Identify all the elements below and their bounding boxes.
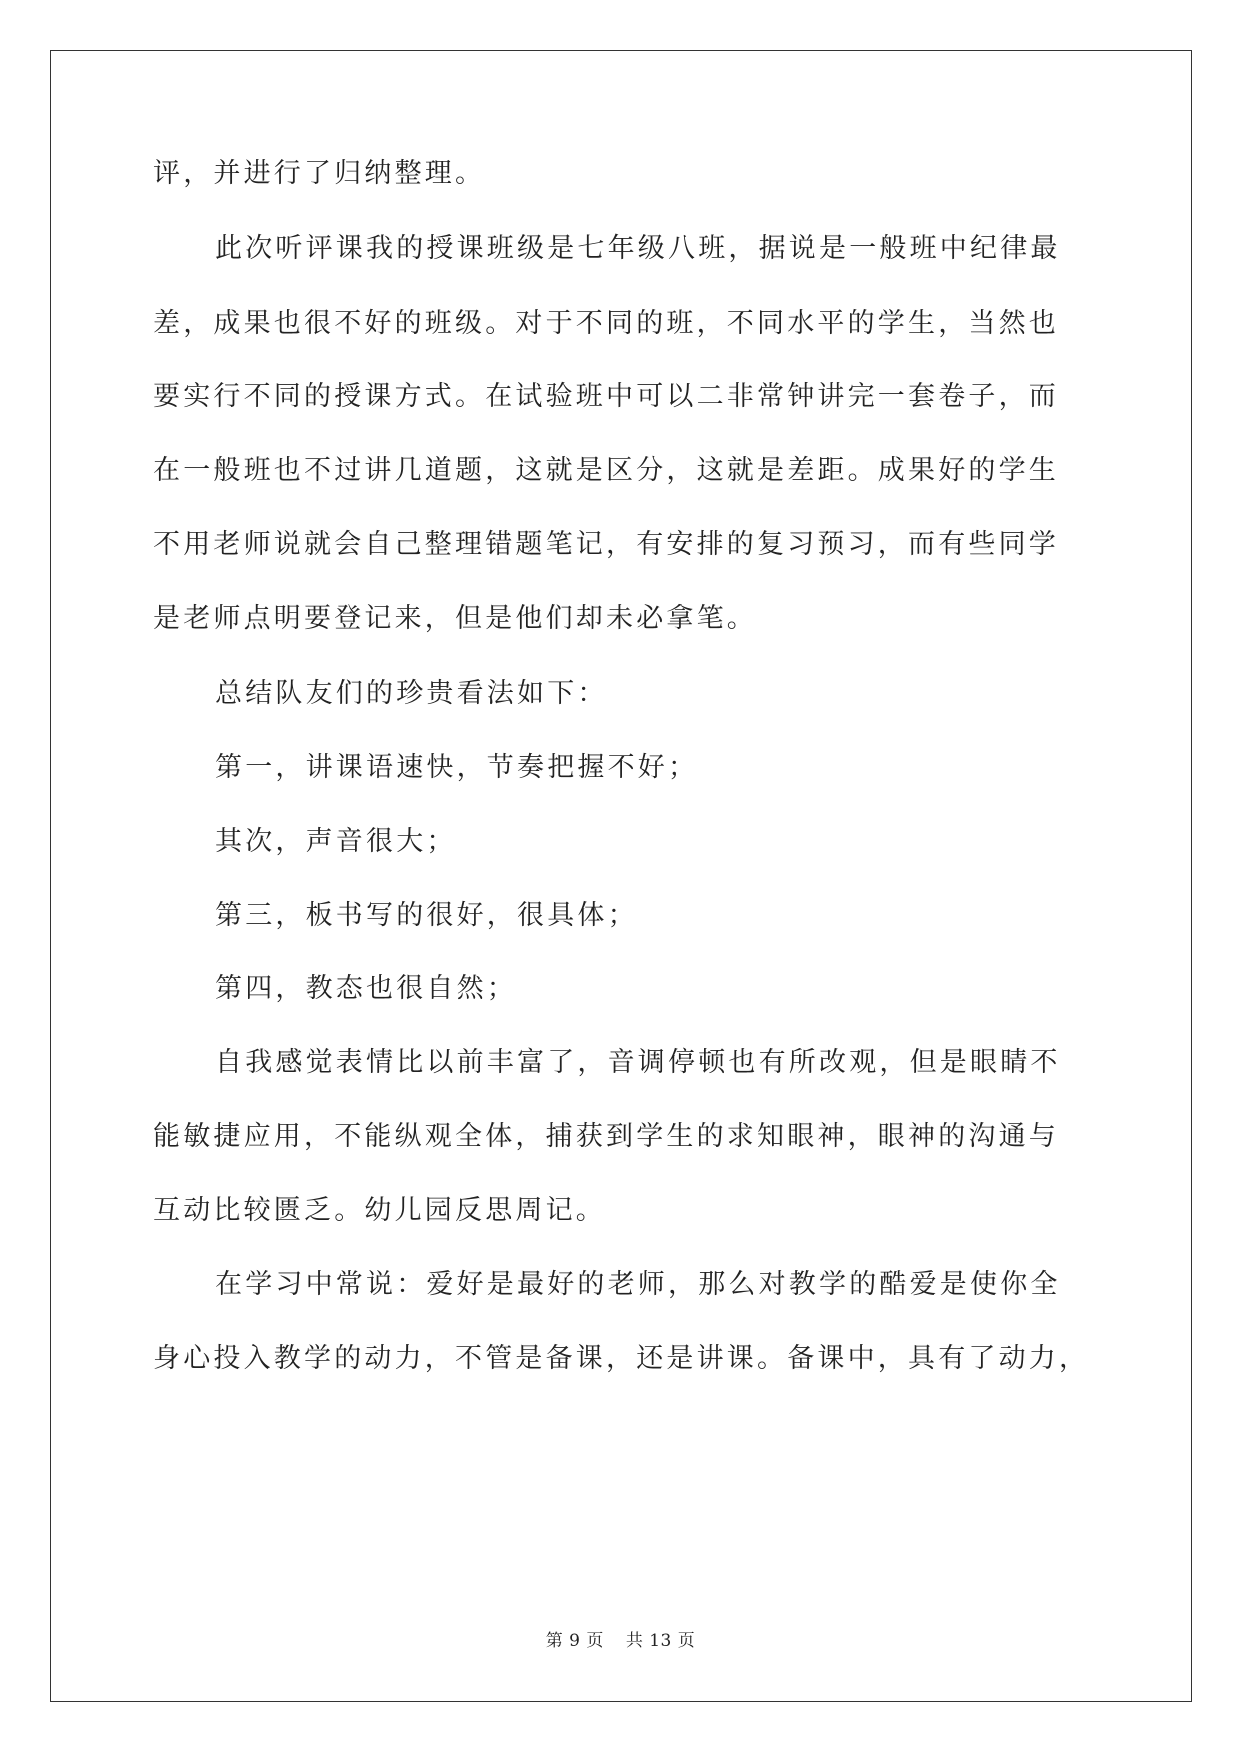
paragraph-line: 总结队友们的珍贵看法如下： <box>215 678 608 709</box>
paragraph-line: 此次听评课我的授课班级是七年级八班，据说是一般班中纪律最 <box>215 233 1061 264</box>
text-line: 能敏捷应用，不能纵观全体，捕获到学生的求知眼神，眼神的沟通与 <box>153 1121 1059 1152</box>
text-line: 要实行不同的授课方式。在试验班中可以二非常钟讲完一套卷子，而 <box>153 381 1059 412</box>
text-line: 评，并进行了归纳整理。 <box>153 158 486 189</box>
paragraph-line: 其次，声音很大； <box>215 826 457 857</box>
text-line: 身心投入教学的动力，不管是备课，还是讲课。备课中，具有了动力， <box>153 1343 1090 1374</box>
page-footer <box>0 1626 1241 1651</box>
page-number: 第 9 页 <box>545 1631 604 1651</box>
text-line: 互动比较匮乏。幼儿园反思周记。 <box>153 1195 606 1226</box>
paragraph-line: 第三，板书写的很好，很具体； <box>215 900 638 931</box>
text-line: 不用老师说就会自己整理错题笔记，有安排的复习预习，而有些同学 <box>153 529 1059 560</box>
text-line: 差，成果也很不好的班级。对于不同的班，不同水平的学生，当然也 <box>153 308 1059 339</box>
paragraph-line: 第四，教态也很自然； <box>215 973 517 1004</box>
page-total: 共 13 页 <box>625 1631 696 1651</box>
paragraph-line: 第一，讲课语速快，节奏把握不好； <box>215 752 699 783</box>
page-border <box>50 50 1192 1702</box>
paragraph-line: 自我感觉表情比以前丰富了，音调停顿也有所改观，但是眼睛不 <box>215 1047 1061 1078</box>
text-line: 是老师点明要登记来，但是他们却未必拿笔。 <box>153 603 757 634</box>
text-line: 在一般班也不过讲几道题，这就是区分，这就是差距。成果好的学生 <box>153 455 1059 486</box>
paragraph-line: 在学习中常说：爱好是最好的老师，那么对教学的酷爱是使你全 <box>215 1269 1061 1300</box>
